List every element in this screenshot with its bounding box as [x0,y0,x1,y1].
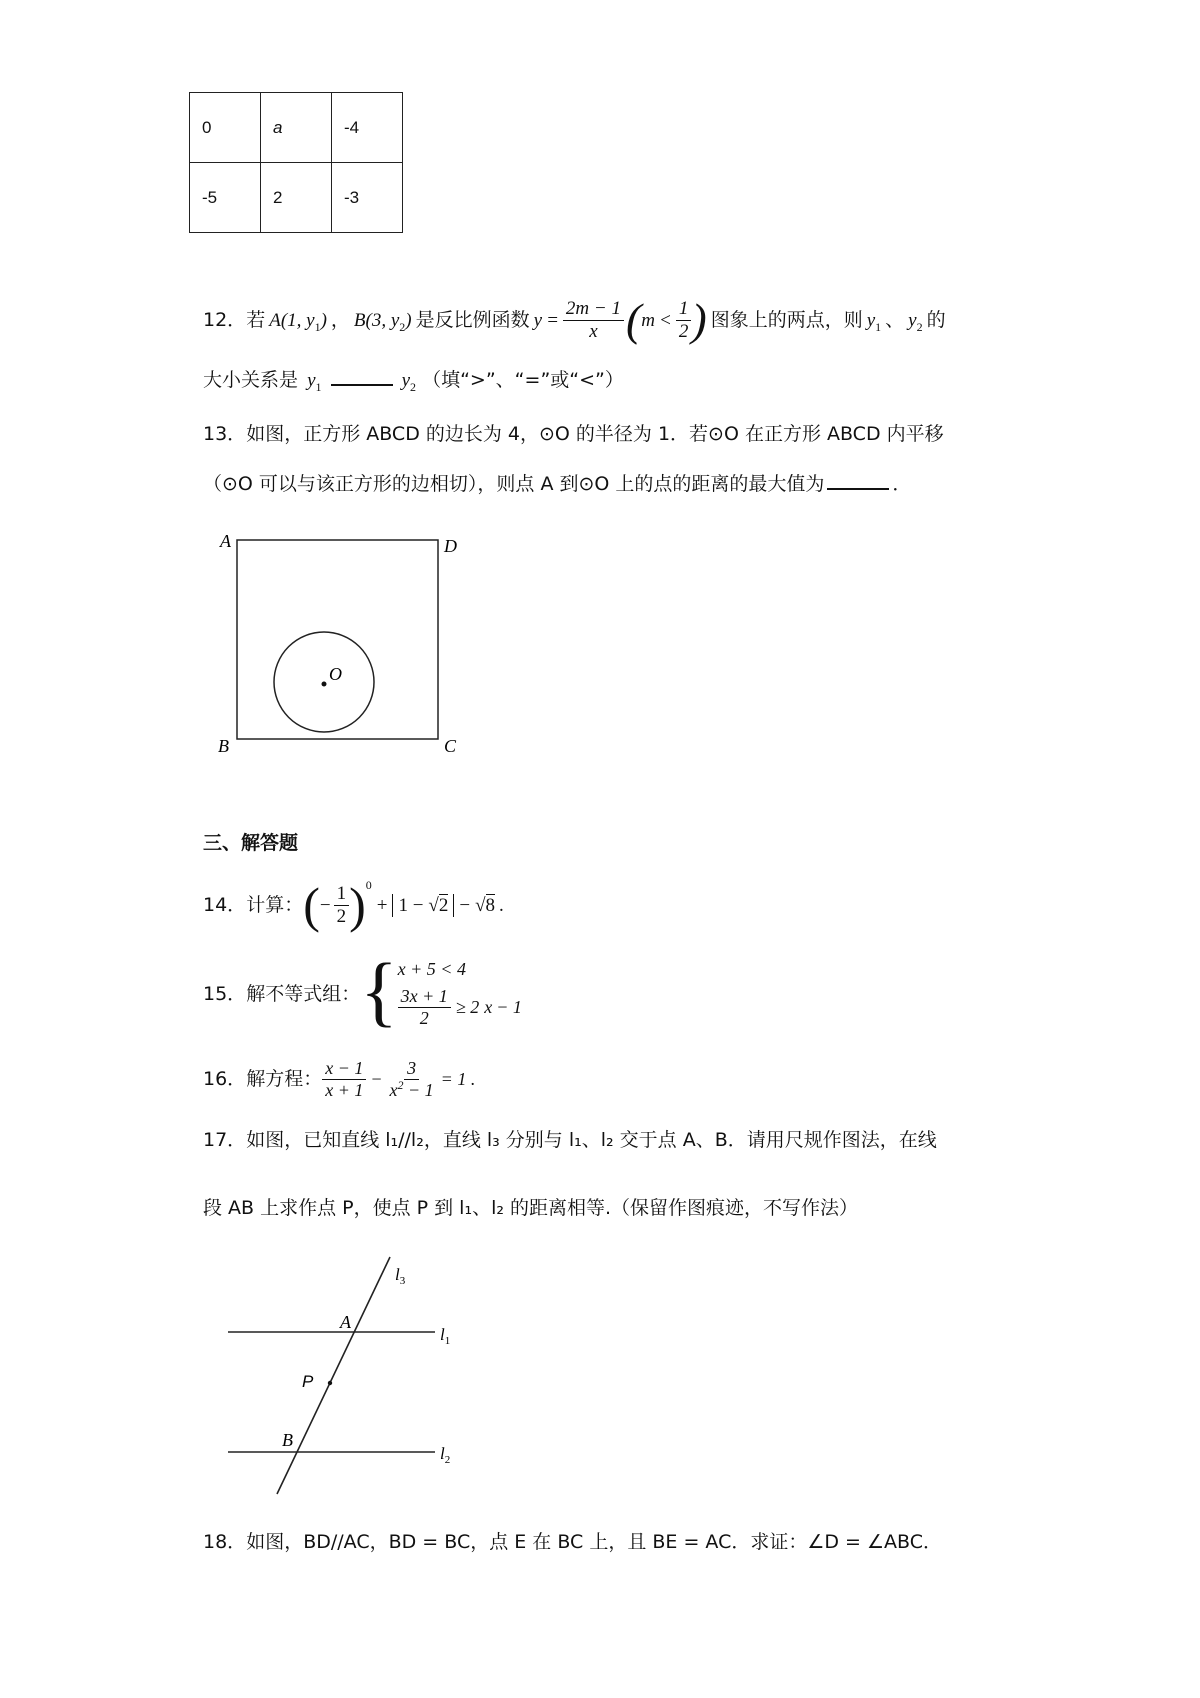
square-abcd [237,540,438,739]
table-cell: -5 [190,163,261,233]
table-cell: 0 [190,93,261,163]
label-c: C [444,736,457,756]
formula: ( − $\frac{1}{2}$ ) 0 + 1 − √2 − √8 . [303,877,504,933]
label-o: O [329,664,342,684]
question-text: 、 [885,308,905,331]
table-row [190,163,403,233]
label-b: B [282,1430,293,1450]
question-text: 计算： [246,893,304,916]
label-l2: $l_2$ [440,1444,451,1466]
question-text: 解方程： [246,1067,323,1090]
question-17-line-1 [203,1131,937,1150]
question-text: （填“>”、“=”或“<”） [422,369,624,391]
formula: $y_1$ [307,370,322,394]
formula: $y_2$ [908,309,923,334]
question-number: 16． [203,1067,247,1090]
parallel-lines-figure [220,1250,470,1510]
formula: $y_2$ [401,370,417,394]
question-text: 如图，已知直线 l₁//l₂，直线 l₃ 分别与 l₁、l₂ 交于点 A、B．请用尺规作图法，在线 [246,1129,937,1151]
question-17-line-2 [203,1199,858,1218]
formula: $y_1$ [866,309,882,334]
section-heading: 三、解答题 [203,832,299,854]
square-circle-figure [210,530,470,770]
label-a: A [220,531,231,551]
formula: B(3, $y_2$) [353,309,412,334]
table-cell: a [261,93,332,163]
label-l1: $l_1$ [440,1325,451,1347]
question-15 [203,947,522,1034]
answer-blank[interactable] [827,488,889,490]
question-text: 段 AB 上求作点 P，使点 P 到 l₁、l₂ 的距离相等.（保留作图痕迹，不写作法） [203,1197,859,1219]
brace: { [360,947,398,1034]
line-l3 [277,1257,390,1494]
label-d: D [444,536,457,556]
question-text: 的 [926,308,946,331]
label-l3: $l_3$ [395,1265,406,1287]
question-text: 是反比例函数 [415,308,530,331]
question-number: 13． [203,423,247,445]
formula: y = $\frac{2m - 1}{x}$ ( m < $\frac{1}{2}$ ) [533,294,707,345]
table-row [190,93,403,163]
center-point [322,682,327,687]
label-b: B [218,736,229,756]
question-16 [203,1058,479,1100]
point-p [328,1381,332,1385]
formula: A(1, $y_1$) [269,309,327,334]
table-cell: 2 [261,163,332,233]
question-13-line-2 [203,475,911,494]
table-cell: -3 [332,163,403,233]
question-number: 17． [203,1129,247,1151]
answer-blank[interactable] [331,384,393,386]
question-text: ． [892,473,912,495]
question-text: 图象上的两点，则 [710,308,863,331]
label-p: P [302,1372,314,1391]
question-number: 18． [203,1531,247,1553]
value-table [189,92,403,233]
question-text: ， [330,308,350,331]
question-text: 若 [246,308,266,331]
question-12-line-1 [203,294,946,345]
question-18 [203,1533,942,1552]
table-cell: -4 [332,93,403,163]
label-a: A [340,1312,351,1332]
question-number: 12． [203,308,247,331]
inequality-system: x + 5 < 4 $\frac{3x + 1}{2}$ ≥ 2 x − 1 [397,958,522,1028]
formula: $\frac{x - 1}{x + 1}$ − $\frac{3}{x^2 - 1}$ = 1 . [322,1058,479,1100]
question-text: 大小关系是 [203,369,299,391]
question-text: （⊙O 可以与该正方形的边相切），则点 A 到⊙O 上的点的距离的最大值为 [203,473,825,495]
question-text: 如图，BD//AC，BD = BC，点 E 在 BC 上，且 BE = AC．求证：∠D = ∠ABC． [246,1531,943,1553]
question-12-line-2 [203,369,624,394]
question-number: 14． [203,893,247,916]
question-14 [203,877,504,933]
question-text: 解不等式组： [246,982,361,1005]
question-13-line-1 [203,425,944,444]
question-text: 如图，正方形 ABCD 的边长为 4，⊙O 的半径为 1．若⊙O 在正方形 ABCD 内平移 [246,423,944,445]
question-number: 15． [203,982,247,1005]
